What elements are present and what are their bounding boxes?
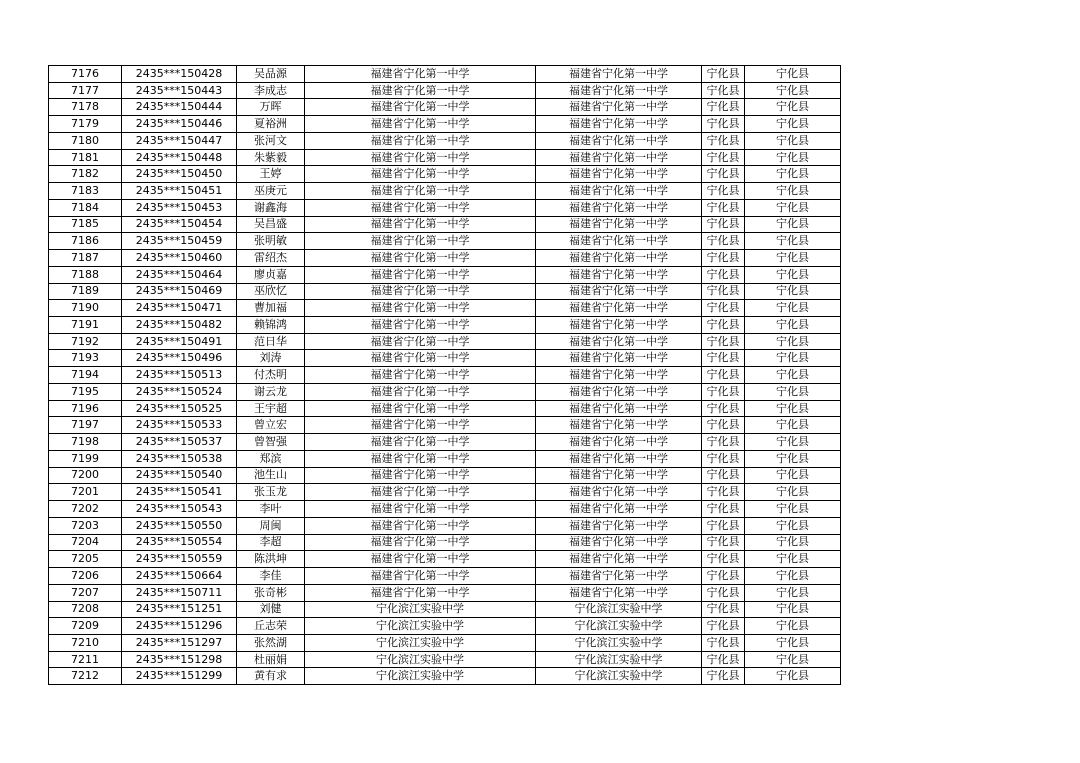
student-name-cell: 曹加福	[237, 300, 305, 317]
graduating-school-cell: 福建省宁化第一中学	[536, 467, 702, 484]
graduating-school-cell: 福建省宁化第一中学	[536, 551, 702, 568]
graduating-school-cell: 福建省宁化第一中学	[536, 166, 702, 183]
region-cell: 宁化县	[745, 584, 841, 601]
region-cell: 宁化县	[745, 501, 841, 518]
school-cell: 福建省宁化第一中学	[305, 417, 536, 434]
candidate-id-cell: 2435***150444	[122, 99, 237, 116]
student-name-cell: 李叶	[237, 501, 305, 518]
county-cell: 宁化县	[702, 450, 745, 467]
county-cell: 宁化县	[702, 551, 745, 568]
candidate-id-cell: 2435***150537	[122, 434, 237, 451]
region-cell: 宁化县	[745, 116, 841, 133]
table-row	[49, 501, 841, 518]
row-number-cell: 7178	[49, 99, 122, 116]
table-row	[49, 467, 841, 484]
region-cell: 宁化县	[745, 199, 841, 216]
school-cell: 福建省宁化第一中学	[305, 166, 536, 183]
table-row	[49, 668, 841, 685]
region-cell: 宁化县	[745, 467, 841, 484]
table-row	[49, 417, 841, 434]
school-cell: 福建省宁化第一中学	[305, 82, 536, 99]
region-cell: 宁化县	[745, 383, 841, 400]
region-cell: 宁化县	[745, 66, 841, 83]
row-number-cell: 7204	[49, 534, 122, 551]
candidate-id-cell: 2435***150428	[122, 66, 237, 83]
graduating-school-cell: 宁化滨江实验中学	[536, 601, 702, 618]
row-number-cell: 7211	[49, 651, 122, 668]
school-cell: 福建省宁化第一中学	[305, 233, 536, 250]
student-name-cell: 李佳	[237, 568, 305, 585]
school-cell: 福建省宁化第一中学	[305, 484, 536, 501]
graduating-school-cell: 福建省宁化第一中学	[536, 584, 702, 601]
school-cell: 福建省宁化第一中学	[305, 149, 536, 166]
table-row	[49, 300, 841, 317]
candidate-id-cell: 2435***150448	[122, 149, 237, 166]
table-row	[49, 266, 841, 283]
county-cell: 宁化县	[702, 66, 745, 83]
row-number-cell: 7179	[49, 116, 122, 133]
graduating-school-cell: 福建省宁化第一中学	[536, 383, 702, 400]
school-cell: 福建省宁化第一中学	[305, 367, 536, 384]
student-name-cell: 朱紫毅	[237, 149, 305, 166]
graduating-school-cell: 福建省宁化第一中学	[536, 501, 702, 518]
student-name-cell: 巫庚元	[237, 183, 305, 200]
school-cell: 福建省宁化第一中学	[305, 350, 536, 367]
row-number-cell: 7200	[49, 467, 122, 484]
table-row	[49, 383, 841, 400]
region-cell: 宁化县	[745, 367, 841, 384]
candidate-id-cell: 2435***150471	[122, 300, 237, 317]
candidate-id-cell: 2435***150443	[122, 82, 237, 99]
graduating-school-cell: 福建省宁化第一中学	[536, 216, 702, 233]
row-number-cell: 7185	[49, 216, 122, 233]
county-cell: 宁化县	[702, 233, 745, 250]
region-cell: 宁化县	[745, 99, 841, 116]
graduating-school-cell: 宁化滨江实验中学	[536, 634, 702, 651]
row-number-cell: 7180	[49, 132, 122, 149]
school-cell: 福建省宁化第一中学	[305, 317, 536, 334]
school-cell: 福建省宁化第一中学	[305, 434, 536, 451]
student-name-cell: 杜丽娟	[237, 651, 305, 668]
school-cell: 福建省宁化第一中学	[305, 400, 536, 417]
graduating-school-cell: 福建省宁化第一中学	[536, 417, 702, 434]
student-name-cell: 万晖	[237, 99, 305, 116]
row-number-cell: 7209	[49, 618, 122, 635]
school-cell: 福建省宁化第一中学	[305, 517, 536, 534]
region-cell: 宁化县	[745, 82, 841, 99]
candidate-id-cell: 2435***150450	[122, 166, 237, 183]
row-number-cell: 7212	[49, 668, 122, 685]
candidate-id-cell: 2435***150459	[122, 233, 237, 250]
row-number-cell: 7182	[49, 166, 122, 183]
county-cell: 宁化县	[702, 517, 745, 534]
county-cell: 宁化县	[702, 82, 745, 99]
region-cell: 宁化县	[745, 551, 841, 568]
school-cell: 福建省宁化第一中学	[305, 551, 536, 568]
table-row	[49, 233, 841, 250]
table-row	[49, 283, 841, 300]
candidate-id-cell: 2435***151298	[122, 651, 237, 668]
candidate-id-cell: 2435***150453	[122, 199, 237, 216]
table-row	[49, 367, 841, 384]
graduating-school-cell: 福建省宁化第一中学	[536, 484, 702, 501]
county-cell: 宁化县	[702, 383, 745, 400]
table-row	[49, 584, 841, 601]
table-row	[49, 166, 841, 183]
student-name-cell: 王宇超	[237, 400, 305, 417]
graduating-school-cell: 福建省宁化第一中学	[536, 300, 702, 317]
student-name-cell: 巫欣忆	[237, 283, 305, 300]
school-cell: 宁化滨江实验中学	[305, 651, 536, 668]
county-cell: 宁化县	[702, 266, 745, 283]
student-name-cell: 李成志	[237, 82, 305, 99]
region-cell: 宁化县	[745, 149, 841, 166]
student-name-cell: 王婷	[237, 166, 305, 183]
school-cell: 福建省宁化第一中学	[305, 383, 536, 400]
county-cell: 宁化县	[702, 484, 745, 501]
row-number-cell: 7183	[49, 183, 122, 200]
candidate-id-cell: 2435***150541	[122, 484, 237, 501]
graduating-school-cell: 福建省宁化第一中学	[536, 333, 702, 350]
table-row	[49, 333, 841, 350]
graduating-school-cell: 福建省宁化第一中学	[536, 66, 702, 83]
student-name-cell: 丘志荣	[237, 618, 305, 635]
county-cell: 宁化县	[702, 149, 745, 166]
graduating-school-cell: 福建省宁化第一中学	[536, 266, 702, 283]
row-number-cell: 7207	[49, 584, 122, 601]
graduating-school-cell: 福建省宁化第一中学	[536, 250, 702, 267]
region-cell: 宁化县	[745, 450, 841, 467]
county-cell: 宁化县	[702, 467, 745, 484]
candidate-id-cell: 2435***150524	[122, 383, 237, 400]
candidate-id-cell: 2435***150525	[122, 400, 237, 417]
region-cell: 宁化县	[745, 350, 841, 367]
graduating-school-cell: 福建省宁化第一中学	[536, 367, 702, 384]
county-cell: 宁化县	[702, 116, 745, 133]
region-cell: 宁化县	[745, 484, 841, 501]
school-cell: 福建省宁化第一中学	[305, 116, 536, 133]
student-name-cell: 张玉龙	[237, 484, 305, 501]
region-cell: 宁化县	[745, 417, 841, 434]
student-name-cell: 陈洪坤	[237, 551, 305, 568]
student-name-cell: 张明敏	[237, 233, 305, 250]
county-cell: 宁化县	[702, 99, 745, 116]
row-number-cell: 7189	[49, 283, 122, 300]
student-name-cell: 曾智强	[237, 434, 305, 451]
region-cell: 宁化县	[745, 618, 841, 635]
school-cell: 福建省宁化第一中学	[305, 450, 536, 467]
row-number-cell: 7208	[49, 601, 122, 618]
school-cell: 福建省宁化第一中学	[305, 534, 536, 551]
region-cell: 宁化县	[745, 400, 841, 417]
graduating-school-cell: 福建省宁化第一中学	[536, 434, 702, 451]
county-cell: 宁化县	[702, 417, 745, 434]
region-cell: 宁化县	[745, 568, 841, 585]
candidate-id-cell: 2435***150496	[122, 350, 237, 367]
table-row	[49, 601, 841, 618]
candidate-id-cell: 2435***150554	[122, 534, 237, 551]
candidate-id-cell: 2435***150451	[122, 183, 237, 200]
school-cell: 福建省宁化第一中学	[305, 199, 536, 216]
student-name-cell: 李超	[237, 534, 305, 551]
row-number-cell: 7198	[49, 434, 122, 451]
county-cell: 宁化县	[702, 183, 745, 200]
county-cell: 宁化县	[702, 434, 745, 451]
row-number-cell: 7194	[49, 367, 122, 384]
graduating-school-cell: 宁化滨江实验中学	[536, 618, 702, 635]
student-name-cell: 谢云龙	[237, 383, 305, 400]
row-number-cell: 7191	[49, 317, 122, 334]
school-cell: 福建省宁化第一中学	[305, 283, 536, 300]
county-cell: 宁化县	[702, 283, 745, 300]
table-row	[49, 484, 841, 501]
row-number-cell: 7192	[49, 333, 122, 350]
graduating-school-cell: 福建省宁化第一中学	[536, 317, 702, 334]
region-cell: 宁化县	[745, 434, 841, 451]
candidate-id-cell: 2435***150711	[122, 584, 237, 601]
county-cell: 宁化县	[702, 317, 745, 334]
student-name-cell: 雷绍杰	[237, 250, 305, 267]
student-name-cell: 谢鑫海	[237, 199, 305, 216]
candidate-id-cell: 2435***150664	[122, 568, 237, 585]
student-name-cell: 赖锦鸿	[237, 317, 305, 334]
student-name-cell: 吴品源	[237, 66, 305, 83]
region-cell: 宁化县	[745, 651, 841, 668]
region-cell: 宁化县	[745, 233, 841, 250]
table-row	[49, 116, 841, 133]
candidate-id-cell: 2435***151296	[122, 618, 237, 635]
student-name-cell: 吴昌盛	[237, 216, 305, 233]
candidate-id-cell: 2435***150543	[122, 501, 237, 518]
graduating-school-cell: 福建省宁化第一中学	[536, 283, 702, 300]
candidate-id-cell: 2435***151251	[122, 601, 237, 618]
county-cell: 宁化县	[702, 333, 745, 350]
graduating-school-cell: 福建省宁化第一中学	[536, 568, 702, 585]
graduating-school-cell: 福建省宁化第一中学	[536, 534, 702, 551]
student-name-cell: 刘健	[237, 601, 305, 618]
candidate-id-cell: 2435***150491	[122, 333, 237, 350]
table-row	[49, 82, 841, 99]
county-cell: 宁化县	[702, 668, 745, 685]
region-cell: 宁化县	[745, 668, 841, 685]
county-cell: 宁化县	[702, 367, 745, 384]
graduating-school-cell: 福建省宁化第一中学	[536, 132, 702, 149]
county-cell: 宁化县	[702, 568, 745, 585]
school-cell: 福建省宁化第一中学	[305, 501, 536, 518]
candidate-id-cell: 2435***150460	[122, 250, 237, 267]
row-number-cell: 7203	[49, 517, 122, 534]
county-cell: 宁化县	[702, 634, 745, 651]
county-cell: 宁化县	[702, 216, 745, 233]
candidate-id-cell: 2435***150454	[122, 216, 237, 233]
row-number-cell: 7195	[49, 383, 122, 400]
row-number-cell: 7206	[49, 568, 122, 585]
student-name-cell: 廖贞嘉	[237, 266, 305, 283]
graduating-school-cell: 福建省宁化第一中学	[536, 183, 702, 200]
region-cell: 宁化县	[745, 266, 841, 283]
row-number-cell: 7197	[49, 417, 122, 434]
roster-table-body	[49, 66, 841, 685]
county-cell: 宁化县	[702, 132, 745, 149]
row-number-cell: 7190	[49, 300, 122, 317]
table-row	[49, 99, 841, 116]
table-row	[49, 534, 841, 551]
student-name-cell: 夏裕洲	[237, 116, 305, 133]
graduating-school-cell: 宁化滨江实验中学	[536, 668, 702, 685]
school-cell: 宁化滨江实验中学	[305, 668, 536, 685]
school-cell: 福建省宁化第一中学	[305, 467, 536, 484]
region-cell: 宁化县	[745, 517, 841, 534]
region-cell: 宁化县	[745, 283, 841, 300]
table-row	[49, 132, 841, 149]
graduating-school-cell: 福建省宁化第一中学	[536, 99, 702, 116]
table-row	[49, 434, 841, 451]
candidate-id-cell: 2435***150540	[122, 467, 237, 484]
graduating-school-cell: 福建省宁化第一中学	[536, 233, 702, 250]
candidate-id-cell: 2435***150533	[122, 417, 237, 434]
row-number-cell: 7201	[49, 484, 122, 501]
candidate-id-cell: 2435***150482	[122, 317, 237, 334]
candidate-id-cell: 2435***150550	[122, 517, 237, 534]
table-row	[49, 551, 841, 568]
row-number-cell: 7205	[49, 551, 122, 568]
table-row	[49, 183, 841, 200]
graduating-school-cell: 福建省宁化第一中学	[536, 82, 702, 99]
graduating-school-cell: 福建省宁化第一中学	[536, 149, 702, 166]
candidate-id-cell: 2435***150469	[122, 283, 237, 300]
graduating-school-cell: 宁化滨江实验中学	[536, 651, 702, 668]
graduating-school-cell: 福建省宁化第一中学	[536, 517, 702, 534]
candidate-id-cell: 2435***150464	[122, 266, 237, 283]
student-name-cell: 范日华	[237, 333, 305, 350]
row-number-cell: 7176	[49, 66, 122, 83]
school-cell: 福建省宁化第一中学	[305, 266, 536, 283]
candidate-id-cell: 2435***151297	[122, 634, 237, 651]
row-number-cell: 7187	[49, 250, 122, 267]
row-number-cell: 7210	[49, 634, 122, 651]
region-cell: 宁化县	[745, 166, 841, 183]
school-cell: 福建省宁化第一中学	[305, 132, 536, 149]
county-cell: 宁化县	[702, 584, 745, 601]
candidate-id-cell: 2435***150559	[122, 551, 237, 568]
region-cell: 宁化县	[745, 183, 841, 200]
county-cell: 宁化县	[702, 350, 745, 367]
graduating-school-cell: 福建省宁化第一中学	[536, 116, 702, 133]
table-row	[49, 618, 841, 635]
candidate-id-cell: 2435***150447	[122, 132, 237, 149]
school-cell: 福建省宁化第一中学	[305, 66, 536, 83]
student-name-cell: 刘涛	[237, 350, 305, 367]
table-row	[49, 400, 841, 417]
student-name-cell: 郑滨	[237, 450, 305, 467]
table-row	[49, 350, 841, 367]
region-cell: 宁化县	[745, 634, 841, 651]
row-number-cell: 7193	[49, 350, 122, 367]
row-number-cell: 7184	[49, 199, 122, 216]
student-name-cell: 张河文	[237, 132, 305, 149]
county-cell: 宁化县	[702, 400, 745, 417]
school-cell: 福建省宁化第一中学	[305, 216, 536, 233]
county-cell: 宁化县	[702, 300, 745, 317]
school-cell: 福建省宁化第一中学	[305, 250, 536, 267]
county-cell: 宁化县	[702, 199, 745, 216]
candidate-id-cell: 2435***150446	[122, 116, 237, 133]
candidate-id-cell: 2435***150513	[122, 367, 237, 384]
student-name-cell: 曾立宏	[237, 417, 305, 434]
graduating-school-cell: 福建省宁化第一中学	[536, 400, 702, 417]
region-cell: 宁化县	[745, 534, 841, 551]
row-number-cell: 7196	[49, 400, 122, 417]
table-row	[49, 651, 841, 668]
graduating-school-cell: 福建省宁化第一中学	[536, 199, 702, 216]
student-name-cell: 黄有求	[237, 668, 305, 685]
row-number-cell: 7177	[49, 82, 122, 99]
region-cell: 宁化县	[745, 333, 841, 350]
table-row	[49, 216, 841, 233]
county-cell: 宁化县	[702, 501, 745, 518]
school-cell: 福建省宁化第一中学	[305, 333, 536, 350]
county-cell: 宁化县	[702, 250, 745, 267]
table-row	[49, 66, 841, 83]
table-row	[49, 634, 841, 651]
roster-table	[48, 65, 841, 685]
row-number-cell: 7188	[49, 266, 122, 283]
school-cell: 宁化滨江实验中学	[305, 601, 536, 618]
student-name-cell: 池生山	[237, 467, 305, 484]
row-number-cell: 7202	[49, 501, 122, 518]
county-cell: 宁化县	[702, 601, 745, 618]
school-cell: 福建省宁化第一中学	[305, 584, 536, 601]
row-number-cell: 7186	[49, 233, 122, 250]
school-cell: 福建省宁化第一中学	[305, 300, 536, 317]
school-cell: 宁化滨江实验中学	[305, 634, 536, 651]
row-number-cell: 7199	[49, 450, 122, 467]
county-cell: 宁化县	[702, 534, 745, 551]
row-number-cell: 7181	[49, 149, 122, 166]
student-name-cell: 张奇彬	[237, 584, 305, 601]
school-cell: 福建省宁化第一中学	[305, 568, 536, 585]
table-row	[49, 149, 841, 166]
candidate-id-cell: 2435***151299	[122, 668, 237, 685]
student-name-cell: 张然湖	[237, 634, 305, 651]
student-name-cell: 付杰明	[237, 367, 305, 384]
region-cell: 宁化县	[745, 300, 841, 317]
region-cell: 宁化县	[745, 317, 841, 334]
county-cell: 宁化县	[702, 651, 745, 668]
table-row	[49, 317, 841, 334]
candidate-id-cell: 2435***150538	[122, 450, 237, 467]
table-row	[49, 568, 841, 585]
region-cell: 宁化县	[745, 601, 841, 618]
school-cell: 福建省宁化第一中学	[305, 99, 536, 116]
table-row	[49, 250, 841, 267]
table-row	[49, 517, 841, 534]
region-cell: 宁化县	[745, 216, 841, 233]
region-cell: 宁化县	[745, 250, 841, 267]
region-cell: 宁化县	[745, 132, 841, 149]
graduating-school-cell: 福建省宁化第一中学	[536, 350, 702, 367]
school-cell: 宁化滨江实验中学	[305, 618, 536, 635]
county-cell: 宁化县	[702, 166, 745, 183]
table-row	[49, 199, 841, 216]
school-cell: 福建省宁化第一中学	[305, 183, 536, 200]
student-name-cell: 周闽	[237, 517, 305, 534]
county-cell: 宁化县	[702, 618, 745, 635]
table-row	[49, 450, 841, 467]
graduating-school-cell: 福建省宁化第一中学	[536, 450, 702, 467]
